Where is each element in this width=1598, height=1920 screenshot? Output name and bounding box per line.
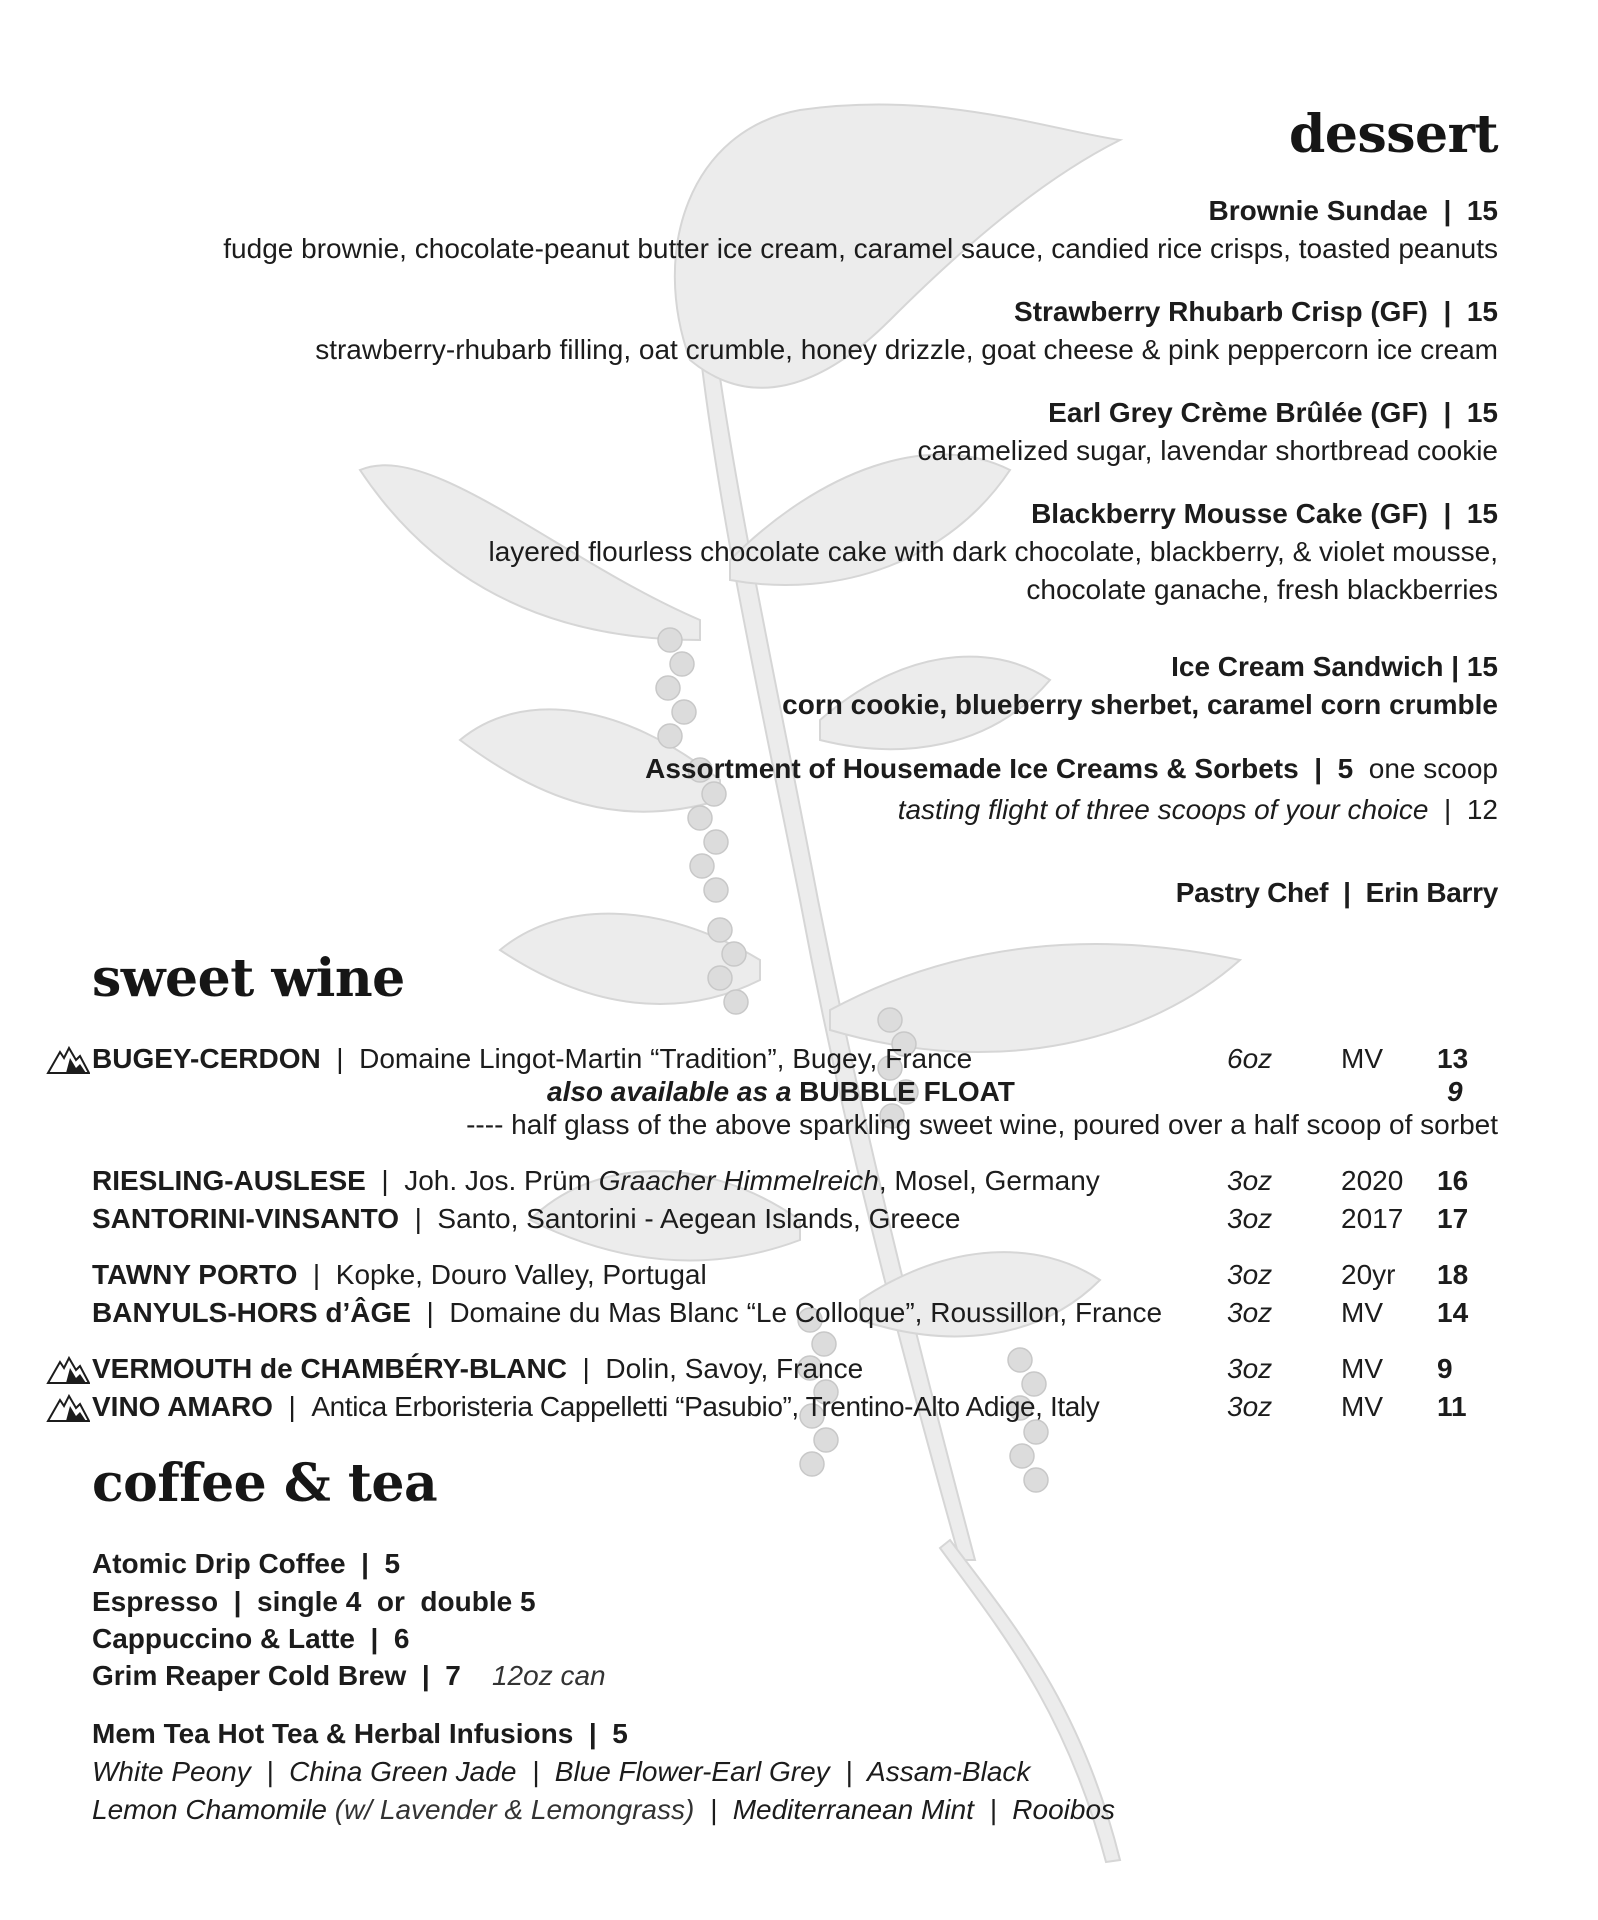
- wine-name: BANYULS-HORS d’ÂGE: [92, 1297, 411, 1328]
- dessert-item-name: Strawberry Rhubarb Crisp (GF): [1014, 296, 1428, 327]
- coffee-item-cappuccino-latte: Cappuccino & Latte | 6: [92, 1623, 410, 1654]
- dessert-item-description: layered flourless chocolate cake with dark chocolate, blackberry, & violet mousse,: [488, 536, 1498, 567]
- wine-row-bugey-cerdon: BUGEY-CERDON | Domaine Lingot-Martin “Tradition”, Bugey, France 6oz MV 13: [92, 1040, 1512, 1078]
- tasting-flight-description: tasting flight of three scoops of your choice: [897, 794, 1429, 825]
- dessert-item-strawberry-rhubarb-crisp: Strawberry Rhubarb Crisp (GF) | 15 strawberry-rhubarb filling, oat crumble, honey drizzle, goat cheese & pink peppercorn ice cream: [315, 293, 1498, 369]
- pastry-chef-credit: Pastry Chef | Erin Barry: [1175, 877, 1498, 908]
- bubble-float-price: 9: [1447, 1076, 1463, 1107]
- wine-vintage: MV: [1341, 1391, 1383, 1422]
- wine-description: Santo, Santorini - Aegean Islands, Greece: [437, 1203, 961, 1234]
- wine-name: BUGEY-CERDON: [92, 1043, 321, 1074]
- wine-row-vermouth-de-chambery-blanc: VERMOUTH de CHAMBÉRY-BLANC | Dolin, Savoy, France 3oz MV 9: [92, 1350, 1512, 1388]
- dessert-item-price: 5: [1337, 753, 1354, 784]
- tea-heading-line: Mem Tea Hot Tea & Herbal Infusions | 5: [92, 1718, 628, 1749]
- wine-vintage: 20yr: [1341, 1259, 1396, 1290]
- tasting-flight-price: 12: [1466, 794, 1498, 825]
- coffee-item-espresso: Espresso | single 4 or double 5: [92, 1586, 536, 1617]
- dessert-item-ice-cream-sandwich: Ice Cream Sandwich | 15 corn cookie, blueberry sherbet, caramel corn crumble: [782, 648, 1498, 724]
- coffee-item-price: 7: [445, 1660, 461, 1691]
- wine-vintage: MV: [1341, 1043, 1383, 1074]
- wine-price: 18: [1437, 1259, 1469, 1290]
- dessert-item-name: Blackberry Mousse Cake (GF): [1031, 498, 1428, 529]
- tea-varieties-line-2: Lemon Chamomile (w/ Lavender & Lemongrass) | Mediterranean Mint | Rooibos: [92, 1794, 1116, 1825]
- coffee-tea-heading: coffee & tea: [92, 1453, 438, 1514]
- coffee-item-name: Atomic Drip Coffee: [92, 1548, 346, 1579]
- dessert-item-earl-grey-creme-brulee: Earl Grey Crème Brûlée (GF) | 15 caramelized sugar, lavendar shortbread cookie: [917, 394, 1498, 470]
- dessert-item-blackberry-mousse-cake: Blackberry Mousse Cake (GF) | 15 layered flourless chocolate cake with dark chocolate, blackberry, & violet mousse, chocolate ganache, fresh blackberries: [488, 495, 1498, 609]
- dessert-item-price: 15: [1466, 498, 1498, 529]
- dessert-item-unit: one scoop: [1368, 753, 1498, 784]
- wine-description: Domaine du Mas Blanc “Le Colloque”, Roussillon, France: [449, 1297, 1163, 1328]
- bubble-float-description: ---- half glass of the above sparkling sweet wine, poured over a half scoop of sorbet: [466, 1109, 1498, 1140]
- coffee-item-name: Grim Reaper Cold Brew: [92, 1660, 407, 1691]
- dessert-item-description: fudge brownie, chocolate-peanut butter ice cream, caramel sauce, candied rice crisps, toasted peanuts: [223, 233, 1498, 264]
- wine-row-banyuls-hors-dage: BANYULS-HORS d’ÂGE | Domaine du Mas Blanc “Le Colloque”, Roussillon, France 3oz MV 14: [92, 1294, 1512, 1332]
- dessert-item-description-line-2: chocolate ganache, fresh blackberries: [1026, 574, 1498, 605]
- wine-row-riesling-auslese: RIESLING-AUSLESE | Joh. Jos. Prüm Graacher Himmelreich, Mosel, Germany 3oz 2020 16: [92, 1162, 1512, 1200]
- coffee-item-atomic-drip: Atomic Drip Coffee | 5: [92, 1548, 401, 1579]
- dessert-item-price: 15: [1466, 195, 1498, 226]
- wine-pour-size: 3oz: [1227, 1203, 1273, 1234]
- dessert-item-name: Ice Cream Sandwich: [1171, 651, 1444, 682]
- wine-pour-size: 3oz: [1227, 1259, 1273, 1290]
- wine-name: VERMOUTH de CHAMBÉRY-BLANC: [92, 1353, 567, 1384]
- dessert-item-price: 15: [1466, 397, 1498, 428]
- wine-description: Domaine Lingot-Martin “Tradition”, Bugey, France: [359, 1043, 973, 1074]
- wine-row-tawny-porto: TAWNY PORTO | Kopke, Douro Valley, Portugal 3oz 20yr 18: [92, 1256, 1512, 1294]
- dessert-item-brownie-sundae: Brownie Sundae | 15 fudge brownie, chocolate-peanut butter ice cream, caramel sauce, candied rice crisps, toasted peanuts: [223, 192, 1498, 268]
- wine-pour-size: 6oz: [1227, 1043, 1273, 1074]
- sweet-wine-heading: sweet wine: [92, 948, 405, 1009]
- coffee-item-note: 12oz can: [491, 1660, 606, 1691]
- wine-pour-size: 3oz: [1227, 1353, 1273, 1384]
- wine-pour-size: 3oz: [1227, 1297, 1273, 1328]
- wine-name: SANTORINI-VINSANTO: [92, 1203, 399, 1234]
- wine-vintage: MV: [1341, 1297, 1383, 1328]
- mountain-icon: [46, 1394, 90, 1422]
- wine-pour-size: 3oz: [1227, 1165, 1273, 1196]
- dessert-item-assortment: Assortment of Housemade Ice Creams & Sorbets | 5 one scoop tasting flight of three scoops of your choice | 12: [645, 753, 1498, 825]
- tea-price: 5: [612, 1718, 628, 1749]
- dessert-item-name: Brownie Sundae: [1208, 195, 1428, 226]
- wine-name: RIESLING-AUSLESE: [92, 1165, 366, 1196]
- mountain-icon: [46, 1046, 90, 1074]
- coffee-item-price: single 4 or double 5: [257, 1586, 536, 1617]
- wine-price: 13: [1437, 1043, 1469, 1074]
- wine-row-vino-amaro: VINO AMARO | Antica Erboristeria Cappelletti “Pasubio”, Trentino-Alto Adige, Italy 3oz MV 11: [92, 1388, 1512, 1426]
- wine-name: VINO AMARO: [92, 1391, 273, 1422]
- coffee-item-grim-reaper-cold-brew: Grim Reaper Cold Brew | 7 12oz can: [92, 1660, 606, 1691]
- wine-price: 16: [1437, 1165, 1469, 1196]
- dessert-item-description: strawberry-rhubarb filling, oat crumble, honey drizzle, goat cheese & pink peppercorn ice cream: [315, 334, 1498, 365]
- dessert-item-price: 15: [1466, 651, 1498, 682]
- wine-price: 11: [1437, 1391, 1467, 1422]
- coffee-item-name: Espresso: [92, 1586, 219, 1617]
- wine-price: 9: [1437, 1353, 1453, 1384]
- coffee-item-name: Cappuccino & Latte: [92, 1623, 355, 1654]
- wine-vintage: 2020: [1341, 1165, 1404, 1196]
- wine-row-santorini-vinsanto: SANTORINI-VINSANTO | Santo, Santorini - Aegean Islands, Greece 3oz 2017 17: [92, 1200, 1512, 1238]
- dessert-item-price: 15: [1466, 296, 1498, 327]
- wine-name: TAWNY PORTO: [92, 1259, 298, 1290]
- dessert-item-name: Assortment of Housemade Ice Creams & Sorbets: [645, 753, 1299, 784]
- bubble-float-name: BUBBLE FLOAT: [799, 1076, 1015, 1107]
- wine-price: 17: [1437, 1203, 1469, 1234]
- wine-description: Joh. Jos. Prüm Graacher Himmelreich, Mosel, Germany: [404, 1165, 1100, 1196]
- wine-price: 14: [1437, 1297, 1469, 1328]
- tea-name: Mem Tea Hot Tea & Herbal Infusions: [92, 1718, 574, 1749]
- tea-varieties-line-1: White Peony | China Green Jade | Blue Flower-Earl Grey | Assam-Black: [92, 1756, 1031, 1787]
- wine-pour-size: 3oz: [1227, 1391, 1273, 1422]
- wine-vintage: MV: [1341, 1353, 1383, 1384]
- dessert-heading: dessert: [1289, 104, 1498, 165]
- coffee-item-price: 5: [384, 1548, 401, 1579]
- wine-vintage: 2017: [1341, 1203, 1404, 1234]
- mountain-icon: [46, 1356, 90, 1384]
- dessert-item-description: caramelized sugar, lavendar shortbread cookie: [917, 435, 1498, 466]
- bubble-float-row: also available as a BUBBLE FLOAT 9: [92, 1073, 1512, 1111]
- dessert-item-description: corn cookie, blueberry sherbet, caramel corn crumble: [782, 689, 1498, 720]
- wine-description: Dolin, Savoy, France: [605, 1353, 864, 1384]
- coffee-item-price: 6: [393, 1623, 410, 1654]
- wine-description: Kopke, Douro Valley, Portugal: [335, 1259, 707, 1290]
- dessert-item-name: Earl Grey Crème Brûlée (GF): [1048, 397, 1428, 428]
- wine-description: Antica Erboristeria Cappelletti “Pasubio”, Trentino-Alto Adige, Italy: [311, 1391, 1100, 1422]
